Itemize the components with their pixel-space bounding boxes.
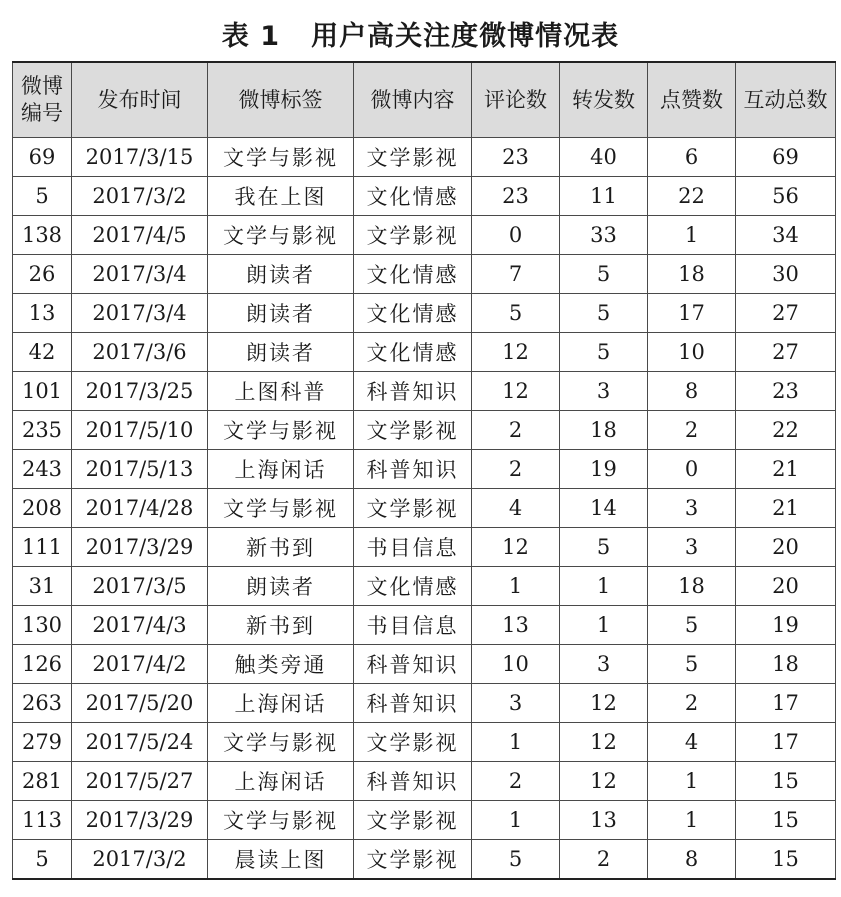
cell-reposts: 3 xyxy=(560,372,648,411)
table-row xyxy=(13,450,836,489)
cell-likes: 10 xyxy=(648,333,736,372)
table-row xyxy=(13,840,836,880)
table-row xyxy=(13,528,836,567)
cell-weibo-content: 文学影视 xyxy=(354,216,472,255)
cell-weibo-content: 科普知识 xyxy=(354,645,472,684)
weibo-table xyxy=(12,61,836,880)
cell-reposts: 5 xyxy=(560,294,648,333)
cell-publish-time: 2017/3/15 xyxy=(72,138,208,177)
header-publish-time: 发布时间 xyxy=(72,62,208,138)
cell-comments: 0 xyxy=(472,216,560,255)
cell-weibo-content: 文化情感 xyxy=(354,294,472,333)
cell-total-interactions: 21 xyxy=(736,489,836,528)
cell-comments: 2 xyxy=(472,411,560,450)
cell-weibo-id: 111 xyxy=(13,528,72,567)
cell-comments: 5 xyxy=(472,840,560,880)
cell-weibo-content: 文学影视 xyxy=(354,840,472,880)
cell-weibo-tag: 文学与影视 xyxy=(208,411,354,450)
table-row xyxy=(13,489,836,528)
table-body xyxy=(13,138,836,880)
cell-likes: 22 xyxy=(648,177,736,216)
cell-weibo-tag: 上图科普 xyxy=(208,372,354,411)
cell-weibo-id: 281 xyxy=(13,762,72,801)
cell-likes: 1 xyxy=(648,801,736,840)
cell-publish-time: 2017/4/2 xyxy=(72,645,208,684)
table-row xyxy=(13,801,836,840)
cell-weibo-tag: 文学与影视 xyxy=(208,489,354,528)
cell-publish-time: 2017/3/25 xyxy=(72,372,208,411)
cell-likes: 18 xyxy=(648,567,736,606)
cell-weibo-id: 31 xyxy=(13,567,72,606)
cell-comments: 5 xyxy=(472,294,560,333)
cell-likes: 8 xyxy=(648,840,736,880)
table-row xyxy=(13,255,836,294)
cell-reposts: 3 xyxy=(560,645,648,684)
cell-reposts: 12 xyxy=(560,762,648,801)
header-comments: 评论数 xyxy=(472,62,560,138)
cell-weibo-tag: 新书到 xyxy=(208,528,354,567)
cell-likes: 3 xyxy=(648,528,736,567)
cell-comments: 1 xyxy=(472,801,560,840)
cell-weibo-tag: 新书到 xyxy=(208,606,354,645)
cell-total-interactions: 15 xyxy=(736,762,836,801)
cell-weibo-id: 42 xyxy=(13,333,72,372)
cell-reposts: 11 xyxy=(560,177,648,216)
cell-total-interactions: 34 xyxy=(736,216,836,255)
cell-comments: 4 xyxy=(472,489,560,528)
cell-reposts: 18 xyxy=(560,411,648,450)
cell-publish-time: 2017/4/28 xyxy=(72,489,208,528)
cell-weibo-content: 科普知识 xyxy=(354,450,472,489)
cell-publish-time: 2017/4/5 xyxy=(72,216,208,255)
cell-total-interactions: 69 xyxy=(736,138,836,177)
cell-comments: 7 xyxy=(472,255,560,294)
table-header xyxy=(13,62,836,138)
cell-reposts: 1 xyxy=(560,606,648,645)
cell-publish-time: 2017/5/13 xyxy=(72,450,208,489)
header-likes: 点赞数 xyxy=(648,62,736,138)
cell-comments: 23 xyxy=(472,177,560,216)
table-row xyxy=(13,606,836,645)
cell-publish-time: 2017/5/20 xyxy=(72,684,208,723)
cell-comments: 10 xyxy=(472,645,560,684)
cell-reposts: 5 xyxy=(560,255,648,294)
cell-likes: 4 xyxy=(648,723,736,762)
cell-total-interactions: 15 xyxy=(736,840,836,880)
cell-reposts: 13 xyxy=(560,801,648,840)
header-weibo-id: 微博编号 xyxy=(13,62,72,138)
cell-publish-time: 2017/3/29 xyxy=(72,801,208,840)
header-reposts: 转发数 xyxy=(560,62,648,138)
table-title: 表 1 用户高关注度微博情况表 xyxy=(221,21,620,52)
table-row xyxy=(13,294,836,333)
cell-weibo-tag: 触类旁通 xyxy=(208,645,354,684)
table-row xyxy=(13,138,836,177)
cell-weibo-content: 文化情感 xyxy=(354,255,472,294)
cell-weibo-tag: 文学与影视 xyxy=(208,216,354,255)
cell-weibo-id: 138 xyxy=(13,216,72,255)
cell-likes: 5 xyxy=(648,645,736,684)
cell-total-interactions: 21 xyxy=(736,450,836,489)
cell-weibo-content: 文化情感 xyxy=(354,567,472,606)
cell-weibo-content: 文化情感 xyxy=(354,333,472,372)
cell-weibo-tag: 晨读上图 xyxy=(208,840,354,880)
cell-publish-time: 2017/3/29 xyxy=(72,528,208,567)
cell-total-interactions: 17 xyxy=(736,723,836,762)
cell-weibo-id: 263 xyxy=(13,684,72,723)
cell-publish-time: 2017/3/4 xyxy=(72,255,208,294)
cell-publish-time: 2017/3/4 xyxy=(72,294,208,333)
cell-weibo-content: 文学影视 xyxy=(354,411,472,450)
cell-weibo-content: 科普知识 xyxy=(354,684,472,723)
cell-weibo-content: 文学影视 xyxy=(354,723,472,762)
cell-likes: 18 xyxy=(648,255,736,294)
cell-total-interactions: 15 xyxy=(736,801,836,840)
cell-total-interactions: 18 xyxy=(736,645,836,684)
cell-comments: 13 xyxy=(472,606,560,645)
cell-weibo-tag: 文学与影视 xyxy=(208,801,354,840)
cell-likes: 1 xyxy=(648,216,736,255)
cell-weibo-id: 208 xyxy=(13,489,72,528)
cell-total-interactions: 23 xyxy=(736,372,836,411)
cell-weibo-tag: 上海闲话 xyxy=(208,450,354,489)
table-row xyxy=(13,645,836,684)
cell-total-interactions: 17 xyxy=(736,684,836,723)
cell-publish-time: 2017/3/2 xyxy=(72,840,208,880)
cell-weibo-content: 文学影视 xyxy=(354,138,472,177)
cell-total-interactions: 20 xyxy=(736,567,836,606)
cell-publish-time: 2017/5/27 xyxy=(72,762,208,801)
cell-comments: 12 xyxy=(472,333,560,372)
cell-reposts: 1 xyxy=(560,567,648,606)
cell-likes: 8 xyxy=(648,372,736,411)
cell-weibo-id: 130 xyxy=(13,606,72,645)
cell-reposts: 12 xyxy=(560,684,648,723)
cell-publish-time: 2017/5/10 xyxy=(72,411,208,450)
cell-weibo-id: 279 xyxy=(13,723,72,762)
table-row xyxy=(13,684,836,723)
cell-reposts: 5 xyxy=(560,333,648,372)
cell-weibo-id: 69 xyxy=(13,138,72,177)
cell-weibo-content: 文化情感 xyxy=(354,177,472,216)
table-row xyxy=(13,216,836,255)
cell-reposts: 14 xyxy=(560,489,648,528)
cell-comments: 12 xyxy=(472,528,560,567)
cell-total-interactions: 27 xyxy=(736,333,836,372)
cell-weibo-tag: 朗读者 xyxy=(208,294,354,333)
cell-weibo-tag: 上海闲话 xyxy=(208,684,354,723)
table-row xyxy=(13,723,836,762)
header-total-interactions: 互动总数 xyxy=(736,62,836,138)
cell-total-interactions: 20 xyxy=(736,528,836,567)
cell-comments: 1 xyxy=(472,723,560,762)
cell-total-interactions: 22 xyxy=(736,411,836,450)
cell-weibo-id: 101 xyxy=(13,372,72,411)
cell-comments: 12 xyxy=(472,372,560,411)
cell-publish-time: 2017/5/24 xyxy=(72,723,208,762)
table-row xyxy=(13,372,836,411)
cell-publish-time: 2017/3/2 xyxy=(72,177,208,216)
cell-weibo-id: 26 xyxy=(13,255,72,294)
header-weibo-tag: 微博标签 xyxy=(208,62,354,138)
cell-likes: 2 xyxy=(648,684,736,723)
cell-weibo-id: 5 xyxy=(13,840,72,880)
cell-weibo-content: 科普知识 xyxy=(354,372,472,411)
cell-likes: 17 xyxy=(648,294,736,333)
cell-weibo-id: 126 xyxy=(13,645,72,684)
cell-weibo-tag: 朗读者 xyxy=(208,567,354,606)
cell-weibo-tag: 朗读者 xyxy=(208,255,354,294)
cell-reposts: 12 xyxy=(560,723,648,762)
cell-likes: 2 xyxy=(648,411,736,450)
cell-weibo-content: 书目信息 xyxy=(354,606,472,645)
cell-likes: 3 xyxy=(648,489,736,528)
cell-publish-time: 2017/4/3 xyxy=(72,606,208,645)
cell-likes: 1 xyxy=(648,762,736,801)
cell-reposts: 2 xyxy=(560,840,648,880)
cell-weibo-id: 243 xyxy=(13,450,72,489)
table-row xyxy=(13,411,836,450)
cell-total-interactions: 56 xyxy=(736,177,836,216)
cell-comments: 2 xyxy=(472,450,560,489)
cell-reposts: 5 xyxy=(560,528,648,567)
cell-weibo-tag: 上海闲话 xyxy=(208,762,354,801)
cell-comments: 2 xyxy=(472,762,560,801)
cell-weibo-id: 5 xyxy=(13,177,72,216)
cell-weibo-id: 235 xyxy=(13,411,72,450)
cell-likes: 0 xyxy=(648,450,736,489)
cell-weibo-content: 文学影视 xyxy=(354,489,472,528)
cell-comments: 3 xyxy=(472,684,560,723)
cell-reposts: 40 xyxy=(560,138,648,177)
table-row xyxy=(13,762,836,801)
header-weibo-content: 微博内容 xyxy=(354,62,472,138)
cell-total-interactions: 19 xyxy=(736,606,836,645)
cell-weibo-tag: 朗读者 xyxy=(208,333,354,372)
table-row xyxy=(13,333,836,372)
cell-comments: 23 xyxy=(472,138,560,177)
cell-weibo-content: 书目信息 xyxy=(354,528,472,567)
table-row xyxy=(13,567,836,606)
cell-comments: 1 xyxy=(472,567,560,606)
cell-total-interactions: 30 xyxy=(736,255,836,294)
cell-weibo-tag: 文学与影视 xyxy=(208,723,354,762)
cell-likes: 5 xyxy=(648,606,736,645)
cell-likes: 6 xyxy=(648,138,736,177)
cell-weibo-content: 科普知识 xyxy=(354,762,472,801)
header-row xyxy=(13,62,836,138)
cell-weibo-tag: 文学与影视 xyxy=(208,138,354,177)
cell-reposts: 33 xyxy=(560,216,648,255)
cell-publish-time: 2017/3/5 xyxy=(72,567,208,606)
cell-weibo-content: 文学影视 xyxy=(354,801,472,840)
cell-weibo-id: 113 xyxy=(13,801,72,840)
cell-publish-time: 2017/3/6 xyxy=(72,333,208,372)
cell-weibo-id: 13 xyxy=(13,294,72,333)
cell-weibo-tag: 我在上图 xyxy=(208,177,354,216)
table-row xyxy=(13,177,836,216)
cell-total-interactions: 27 xyxy=(736,294,836,333)
cell-reposts: 19 xyxy=(560,450,648,489)
